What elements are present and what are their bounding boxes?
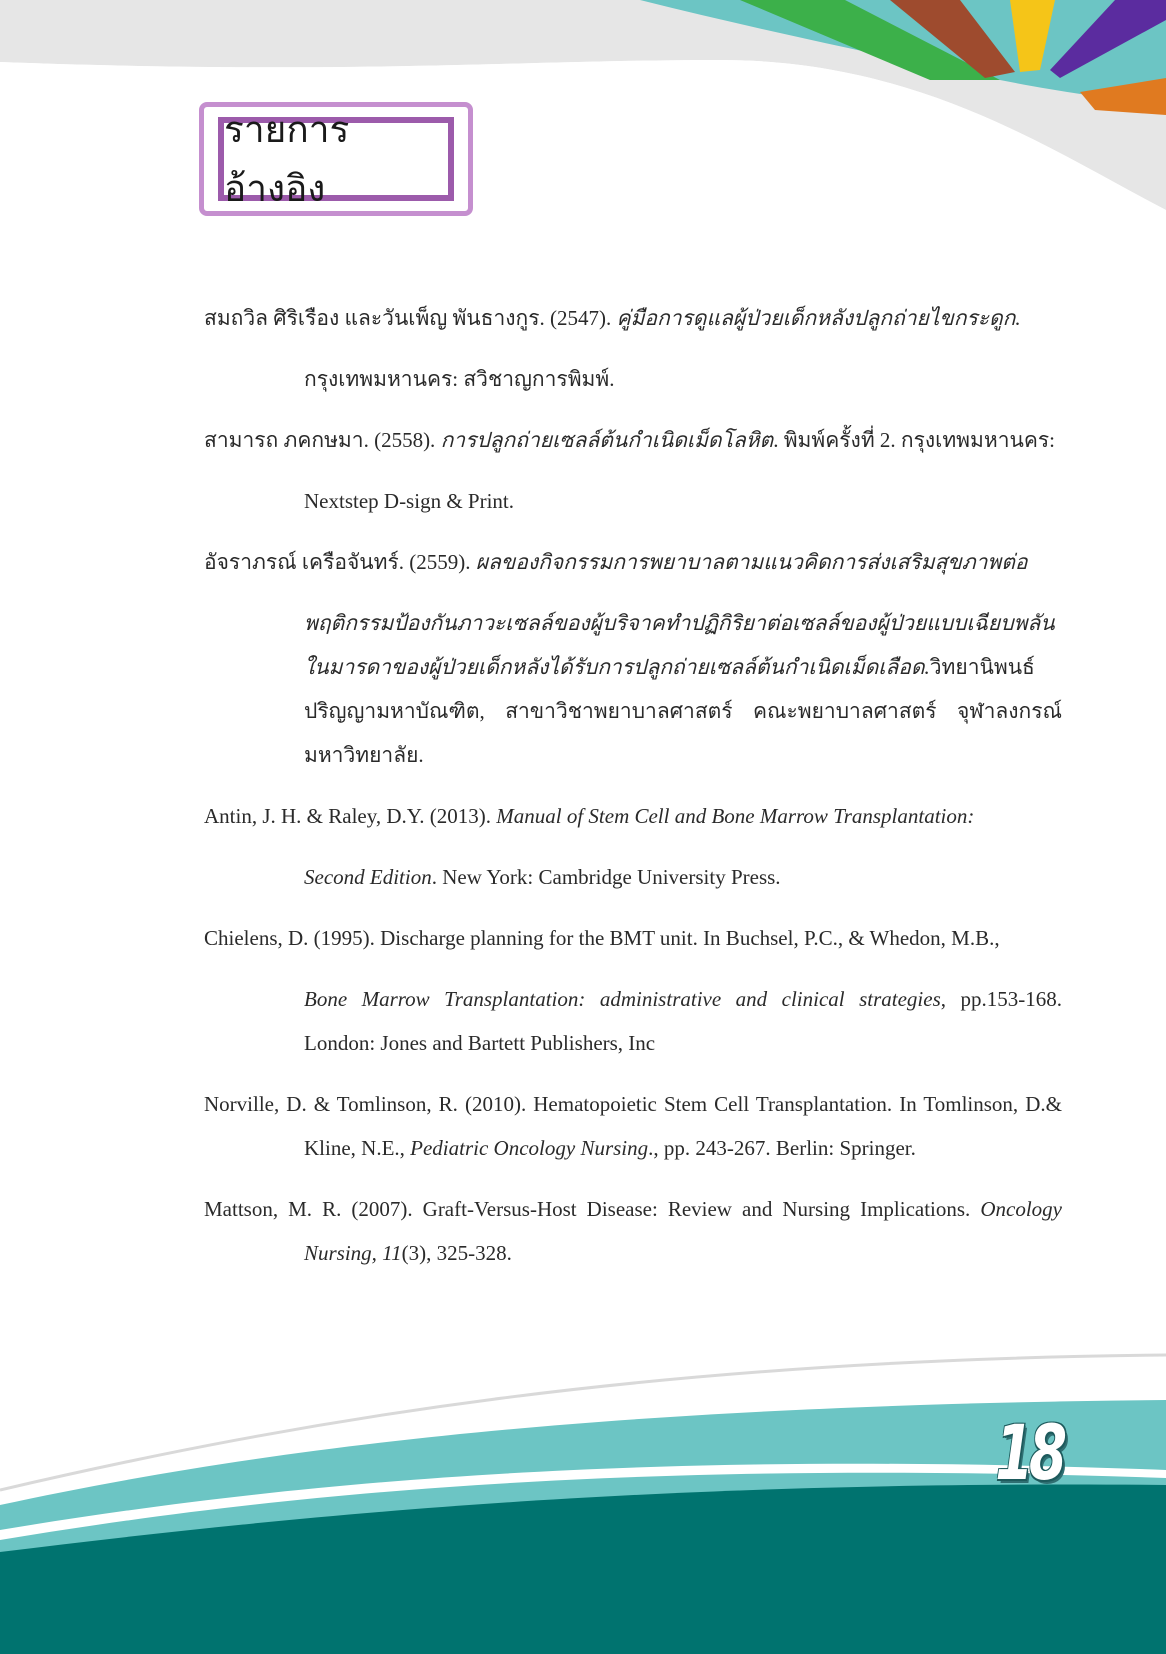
reference-item: [204, 540, 1062, 777]
reference-text: . พิมพ์ครั้งที่ 2. กรุงเทพมหานคร:: [773, 428, 1056, 452]
reference-item: [204, 1082, 1062, 1170]
reference-item: [204, 794, 1062, 899]
reference-list: [204, 296, 1062, 1275]
reference-title: Manual of Stem Cell and Bone Marrow Transplantation:: [496, 804, 975, 828]
reference-text: อัจราภรณ์ เครือจันทร์. (2559).: [204, 550, 476, 574]
reference-text: Antin, J. H. & Raley, D.Y. (2013).: [204, 804, 497, 828]
page-number: 18: [995, 1408, 1063, 1497]
reference-text: Norville, D. & Tomlinson, R. (2010). Hematopoietic Stem Cell Transplantation. In Tomlinson, D.& Kline, N.E.,: [204, 1092, 1062, 1160]
reference-continuation: Nextstep D-sign & Print.: [304, 489, 514, 513]
reference-text: Chielens, D. (1995). Discharge planning for the BMT unit. In Buchsel, P.C., & Whedon, M.B.,: [204, 926, 1000, 950]
reference-title: Bone Marrow Transplantation: administrative and clinical strategies: [304, 987, 941, 1011]
reference-continuation: กรุงเทพมหานคร: สวิชาญการพิมพ์.: [304, 367, 615, 391]
reference-continuation: [204, 601, 1062, 777]
reference-continuation: [204, 977, 1062, 1065]
reference-item: [204, 418, 1062, 523]
reference-continuation: [204, 855, 1062, 899]
reference-title: พฤติกรรมป้องกันภาวะเซลล์ของผู้บริจาคทำปฏิกิริยาต่อเซลล์ของผู้ป่วยแบบเฉียบพลัน ในมารดาของผู้ป่วยเด็กหลังได้รับการปลูกถ่ายเซลล์ต้นกำเนิดเม็ดเลือด.: [304, 611, 1055, 679]
page-title: รายการอ้างอิง: [224, 110, 350, 210]
reference-text: (3), 325-328.: [401, 1241, 512, 1265]
reference-text: Mattson, M. R. (2007). Graft-Versus-Host Disease: Review and Nursing Implications.: [204, 1197, 981, 1221]
reference-text: , pp.153-168. London: Jones and Bartett Publishers, Inc: [304, 987, 1062, 1055]
reference-title: Oncology Nursing, 11: [304, 1197, 1062, 1265]
title-frame: [199, 102, 473, 216]
title-frame-inner: [218, 110, 454, 210]
reference-title: Pediatric Oncology Nursing: [410, 1136, 649, 1160]
reference-item: [204, 916, 1062, 1065]
reference-text: สามารถ ภคกษมา. (2558).: [204, 428, 441, 452]
reference-text: สมถวิล ศิริเรือง และวันเพ็ญ พันธางกูร. (2547).: [204, 306, 617, 330]
reference-text: วิทยานิพนธ์ ปริญญามหาบัณฑิต, สาขาวิชาพยาบาลศาสตร์ คณะพยาบาลศาสตร์ จุฬาลงกรณ์มหาวิทยาลัย.: [304, 655, 1062, 767]
reference-text: ., pp. 243-267. Berlin: Springer.: [648, 1136, 916, 1160]
reference-title: Second Edition: [304, 865, 432, 889]
reference-text: . New York: Cambridge University Press.: [431, 865, 781, 889]
reference-title: คู่มือการดูแลผู้ป่วยเด็กหลังปลูกถ่ายไขกระดูก.: [616, 306, 1021, 330]
reference-item: [204, 296, 1062, 401]
reference-title: ผลของกิจกรรมการพยาบาลตามแนวคิดการส่งเสริมสุขภาพต่อ: [475, 550, 1028, 574]
reference-item: [204, 1187, 1062, 1275]
reference-title: การปลูกถ่ายเซลล์ต้นกำเนิดเม็ดโลหิต: [440, 428, 774, 452]
